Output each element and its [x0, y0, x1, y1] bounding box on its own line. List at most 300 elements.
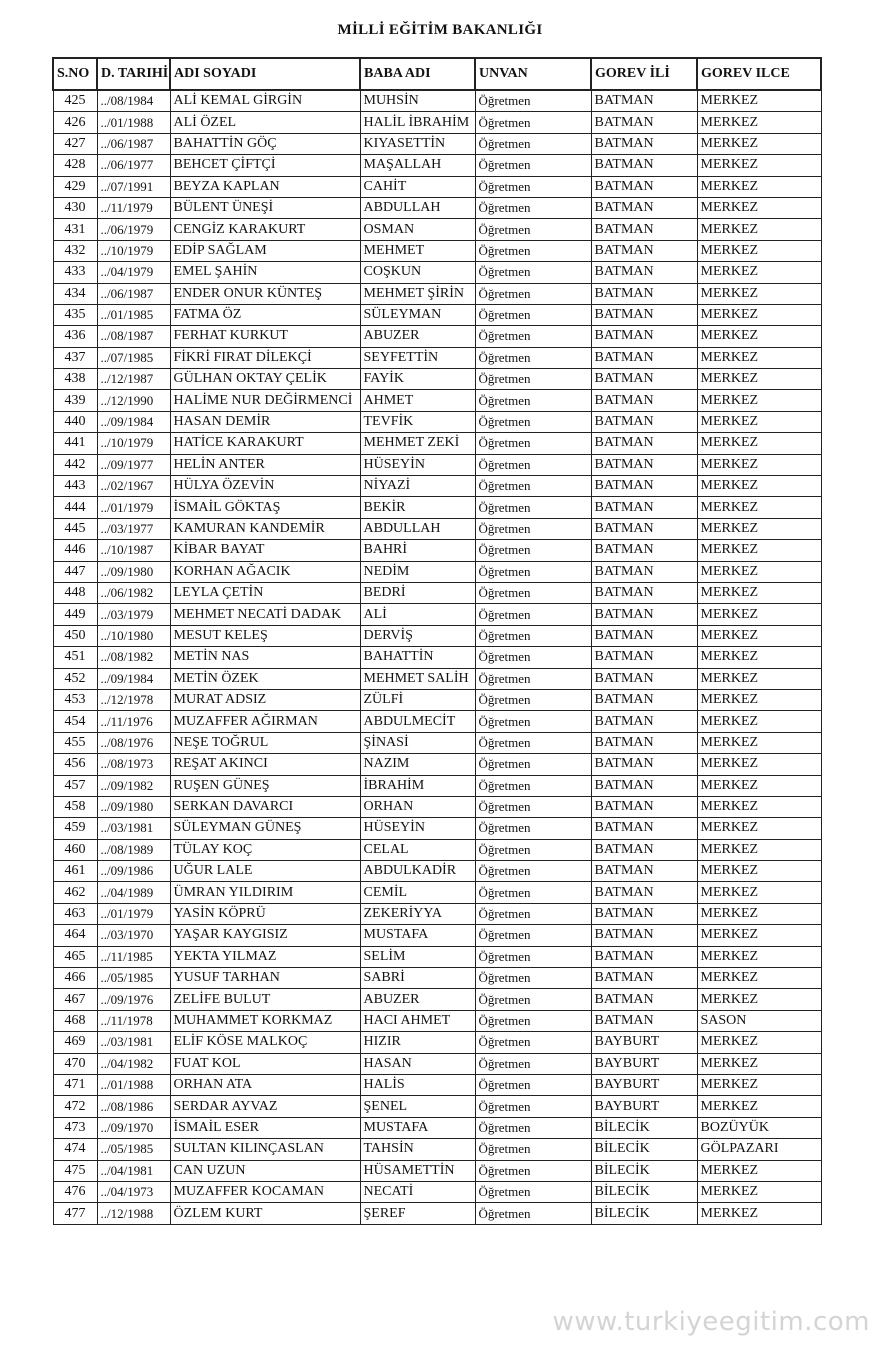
table-row: [53, 1032, 821, 1053]
cell-sno: 438: [53, 369, 97, 390]
cell-father-name: SÜLEYMAN: [360, 304, 475, 325]
cell-sno: 453: [53, 689, 97, 710]
cell-sno: 449: [53, 604, 97, 625]
cell-province: BATMAN: [591, 582, 697, 603]
cell-full-name: BÜLENT ÜNEŞİ: [170, 197, 360, 218]
cell-birth-date: ../06/1987: [97, 283, 170, 304]
cell-birth-date: ../04/1979: [97, 262, 170, 283]
column-header-birth-date: D. TARIHİ: [97, 58, 170, 90]
cell-sno: 455: [53, 732, 97, 753]
cell-father-name: AHMET: [360, 390, 475, 411]
cell-district: MERKEZ: [697, 369, 821, 390]
cell-father-name: TEVFİK: [360, 411, 475, 432]
cell-full-name: YASİN KÖPRÜ: [170, 903, 360, 924]
table-row: [53, 1203, 821, 1224]
cell-province: BATMAN: [591, 946, 697, 967]
cell-birth-date: ../09/1980: [97, 561, 170, 582]
cell-father-name: CELAL: [360, 839, 475, 860]
cell-title: Öğretmen: [475, 1074, 591, 1095]
cell-province: BATMAN: [591, 540, 697, 561]
cell-sno: 466: [53, 968, 97, 989]
cell-full-name: MUZAFFER AĞIRMAN: [170, 711, 360, 732]
cell-district: MERKEZ: [697, 561, 821, 582]
cell-father-name: HASAN: [360, 1053, 475, 1074]
cell-title: Öğretmen: [475, 668, 591, 689]
table-row: [53, 1181, 821, 1202]
table-row: [53, 925, 821, 946]
cell-birth-date: ../11/1978: [97, 1010, 170, 1031]
table-row: [53, 240, 821, 261]
cell-district: MERKEZ: [697, 283, 821, 304]
cell-birth-date: ../03/1977: [97, 518, 170, 539]
cell-province: BATMAN: [591, 411, 697, 432]
cell-title: Öğretmen: [475, 689, 591, 710]
table-row: [53, 882, 821, 903]
cell-title: Öğretmen: [475, 989, 591, 1010]
cell-district: MERKEZ: [697, 411, 821, 432]
cell-province: BİLECİK: [591, 1160, 697, 1181]
cell-title: Öğretmen: [475, 133, 591, 154]
cell-title: Öğretmen: [475, 1203, 591, 1224]
table-row: [53, 454, 821, 475]
cell-full-name: HATİCE KARAKURT: [170, 433, 360, 454]
cell-province: BATMAN: [591, 989, 697, 1010]
cell-district: MERKEZ: [697, 818, 821, 839]
cell-father-name: HÜSEYİN: [360, 818, 475, 839]
cell-province: BATMAN: [591, 925, 697, 946]
cell-title: Öğretmen: [475, 155, 591, 176]
cell-birth-date: ../12/1990: [97, 390, 170, 411]
cell-province: BATMAN: [591, 625, 697, 646]
cell-province: BATMAN: [591, 497, 697, 518]
cell-full-name: SULTAN KILINÇASLAN: [170, 1139, 360, 1160]
column-header-father-name: BABA ADI: [360, 58, 475, 90]
cell-birth-date: ../01/1988: [97, 112, 170, 133]
cell-father-name: BEDRİ: [360, 582, 475, 603]
cell-province: BATMAN: [591, 112, 697, 133]
cell-title: Öğretmen: [475, 369, 591, 390]
cell-father-name: CAHİT: [360, 176, 475, 197]
cell-father-name: CEMİL: [360, 882, 475, 903]
cell-full-name: HASAN DEMİR: [170, 411, 360, 432]
cell-full-name: REŞAT AKINCI: [170, 754, 360, 775]
cell-district: MERKEZ: [697, 304, 821, 325]
table-row: [53, 732, 821, 753]
cell-province: BATMAN: [591, 326, 697, 347]
cell-district: MERKEZ: [697, 711, 821, 732]
cell-sno: 469: [53, 1032, 97, 1053]
cell-province: BATMAN: [591, 476, 697, 497]
table-row: [53, 219, 821, 240]
cell-title: Öğretmen: [475, 861, 591, 882]
table-row: [53, 818, 821, 839]
cell-father-name: MEHMET: [360, 240, 475, 261]
table-row: [53, 155, 821, 176]
cell-district: MERKEZ: [697, 946, 821, 967]
column-header-district: GOREV ILCE: [697, 58, 821, 90]
cell-title: Öğretmen: [475, 476, 591, 497]
table-row: [53, 518, 821, 539]
cell-full-name: KİBAR BAYAT: [170, 540, 360, 561]
table-row: [53, 1139, 821, 1160]
cell-birth-date: ../01/1979: [97, 497, 170, 518]
cell-sno: 477: [53, 1203, 97, 1224]
table-row: [53, 133, 821, 154]
table-row: [53, 1074, 821, 1095]
cell-sno: 464: [53, 925, 97, 946]
cell-sno: 460: [53, 839, 97, 860]
cell-full-name: UĞUR LALE: [170, 861, 360, 882]
table-row: [53, 754, 821, 775]
cell-full-name: HALİME NUR DEĞİRMENCİ: [170, 390, 360, 411]
cell-sno: 442: [53, 454, 97, 475]
cell-full-name: KAMURAN KANDEMİR: [170, 518, 360, 539]
cell-province: BATMAN: [591, 433, 697, 454]
cell-birth-date: ../09/1976: [97, 989, 170, 1010]
cell-district: MERKEZ: [697, 540, 821, 561]
cell-father-name: HALİS: [360, 1074, 475, 1095]
cell-title: Öğretmen: [475, 1010, 591, 1031]
cell-father-name: MAŞALLAH: [360, 155, 475, 176]
table-row: [53, 476, 821, 497]
cell-father-name: DERVİŞ: [360, 625, 475, 646]
column-header-province: GOREV İLİ: [591, 58, 697, 90]
table-row: [53, 347, 821, 368]
cell-title: Öğretmen: [475, 561, 591, 582]
cell-title: Öğretmen: [475, 540, 591, 561]
cell-sno: 452: [53, 668, 97, 689]
cell-father-name: NİYAZİ: [360, 476, 475, 497]
cell-province: BATMAN: [591, 903, 697, 924]
cell-province: BATMAN: [591, 818, 697, 839]
cell-province: BİLECİK: [591, 1203, 697, 1224]
cell-father-name: BAHATTİN: [360, 647, 475, 668]
table-row: [53, 946, 821, 967]
cell-district: MERKEZ: [697, 625, 821, 646]
cell-full-name: ENDER ONUR KÜNTEŞ: [170, 283, 360, 304]
cell-title: Öğretmen: [475, 582, 591, 603]
cell-sno: 434: [53, 283, 97, 304]
cell-father-name: MEHMET SALİH: [360, 668, 475, 689]
cell-title: Öğretmen: [475, 90, 591, 112]
cell-father-name: KIYASETTİN: [360, 133, 475, 154]
cell-district: MERKEZ: [697, 90, 821, 112]
cell-province: BATMAN: [591, 90, 697, 112]
cell-province: BATMAN: [591, 176, 697, 197]
cell-title: Öğretmen: [475, 647, 591, 668]
cell-full-name: BEHCET ÇİFTÇİ: [170, 155, 360, 176]
cell-title: Öğretmen: [475, 390, 591, 411]
cell-province: BATMAN: [591, 732, 697, 753]
cell-full-name: SERDAR AYVAZ: [170, 1096, 360, 1117]
cell-father-name: HACI AHMET: [360, 1010, 475, 1031]
cell-birth-date: ../09/1984: [97, 668, 170, 689]
cell-province: BATMAN: [591, 647, 697, 668]
cell-father-name: NECATİ: [360, 1181, 475, 1202]
column-header-full-name: ADI SOYADI: [170, 58, 360, 90]
cell-province: BATMAN: [591, 796, 697, 817]
cell-father-name: ABUZER: [360, 326, 475, 347]
cell-birth-date: ../02/1967: [97, 476, 170, 497]
cell-sno: 475: [53, 1160, 97, 1181]
cell-full-name: FATMA ÖZ: [170, 304, 360, 325]
cell-sno: 467: [53, 989, 97, 1010]
cell-full-name: YUSUF TARHAN: [170, 968, 360, 989]
cell-title: Öğretmen: [475, 882, 591, 903]
cell-birth-date: ../09/1986: [97, 861, 170, 882]
table-row: [53, 112, 821, 133]
cell-title: Öğretmen: [475, 197, 591, 218]
cell-title: Öğretmen: [475, 839, 591, 860]
cell-title: Öğretmen: [475, 1139, 591, 1160]
cell-birth-date: ../09/1980: [97, 796, 170, 817]
cell-province: BATMAN: [591, 711, 697, 732]
cell-full-name: EDİP SAĞLAM: [170, 240, 360, 261]
cell-district: MERKEZ: [697, 390, 821, 411]
cell-birth-date: ../10/1980: [97, 625, 170, 646]
cell-title: Öğretmen: [475, 903, 591, 924]
cell-title: Öğretmen: [475, 262, 591, 283]
cell-sno: 462: [53, 882, 97, 903]
cell-title: Öğretmen: [475, 304, 591, 325]
cell-father-name: SABRİ: [360, 968, 475, 989]
cell-sno: 433: [53, 262, 97, 283]
table-row: [53, 304, 821, 325]
cell-full-name: CENGİZ KARAKURT: [170, 219, 360, 240]
cell-district: MERKEZ: [697, 775, 821, 796]
cell-full-name: FERHAT KURKUT: [170, 326, 360, 347]
cell-birth-date: ../08/1989: [97, 839, 170, 860]
cell-province: BATMAN: [591, 155, 697, 176]
cell-title: Öğretmen: [475, 1053, 591, 1074]
table-row: [53, 1053, 821, 1074]
cell-title: Öğretmen: [475, 326, 591, 347]
cell-sno: 463: [53, 903, 97, 924]
cell-district: MERKEZ: [697, 497, 821, 518]
cell-father-name: ABDULLAH: [360, 518, 475, 539]
cell-district: MERKEZ: [697, 1181, 821, 1202]
cell-sno: 471: [53, 1074, 97, 1095]
cell-district: MERKEZ: [697, 925, 821, 946]
cell-district: MERKEZ: [697, 176, 821, 197]
cell-district: BOZÜYÜK: [697, 1117, 821, 1138]
cell-district: MERKEZ: [697, 839, 821, 860]
cell-father-name: İBRAHİM: [360, 775, 475, 796]
cell-province: BATMAN: [591, 133, 697, 154]
cell-full-name: EMEL ŞAHİN: [170, 262, 360, 283]
cell-province: BAYBURT: [591, 1096, 697, 1117]
cell-father-name: MEHMET ŞİRİN: [360, 283, 475, 304]
cell-full-name: MESUT KELEŞ: [170, 625, 360, 646]
cell-district: MERKEZ: [697, 219, 821, 240]
cell-title: Öğretmen: [475, 347, 591, 368]
cell-full-name: BAHATTİN GÖÇ: [170, 133, 360, 154]
cell-father-name: MEHMET ZEKİ: [360, 433, 475, 454]
cell-birth-date: ../10/1979: [97, 433, 170, 454]
cell-birth-date: ../01/1979: [97, 903, 170, 924]
cell-sno: 476: [53, 1181, 97, 1202]
cell-sno: 470: [53, 1053, 97, 1074]
cell-full-name: RUŞEN GÜNEŞ: [170, 775, 360, 796]
cell-sno: 473: [53, 1117, 97, 1138]
cell-province: BAYBURT: [591, 1032, 697, 1053]
cell-full-name: ÖZLEM KURT: [170, 1203, 360, 1224]
cell-father-name: ŞİNASİ: [360, 732, 475, 753]
table-row: [53, 989, 821, 1010]
cell-sno: 461: [53, 861, 97, 882]
cell-district: MERKEZ: [697, 582, 821, 603]
cell-province: BATMAN: [591, 1010, 697, 1031]
cell-district: MERKEZ: [697, 1074, 821, 1095]
cell-sno: 472: [53, 1096, 97, 1117]
cell-title: Öğretmen: [475, 1032, 591, 1053]
cell-title: Öğretmen: [475, 604, 591, 625]
table-row: [53, 369, 821, 390]
cell-full-name: YEKTA YILMAZ: [170, 946, 360, 967]
table-row: [53, 668, 821, 689]
cell-title: Öğretmen: [475, 946, 591, 967]
cell-birth-date: ../09/1984: [97, 411, 170, 432]
cell-district: MERKEZ: [697, 689, 821, 710]
table-row: [53, 390, 821, 411]
column-header-sno: S.NO: [53, 58, 97, 90]
cell-sno: 457: [53, 775, 97, 796]
cell-sno: 425: [53, 90, 97, 112]
cell-father-name: HIZIR: [360, 1032, 475, 1053]
table-row: [53, 968, 821, 989]
cell-full-name: İSMAİL GÖKTAŞ: [170, 497, 360, 518]
cell-birth-date: ../09/1977: [97, 454, 170, 475]
cell-full-name: BEYZA KAPLAN: [170, 176, 360, 197]
cell-district: MERKEZ: [697, 861, 821, 882]
cell-father-name: HÜSEYİN: [360, 454, 475, 475]
cell-district: MERKEZ: [697, 133, 821, 154]
cell-full-name: ÜMRAN YILDIRIM: [170, 882, 360, 903]
table-row: [53, 176, 821, 197]
cell-birth-date: ../01/1985: [97, 304, 170, 325]
column-header-title: UNVAN: [475, 58, 591, 90]
cell-birth-date: ../09/1970: [97, 1117, 170, 1138]
cell-district: MERKEZ: [697, 668, 821, 689]
cell-sno: 448: [53, 582, 97, 603]
table-row: [53, 647, 821, 668]
cell-district: MERKEZ: [697, 604, 821, 625]
cell-district: MERKEZ: [697, 454, 821, 475]
table-row: [53, 1096, 821, 1117]
cell-sno: 445: [53, 518, 97, 539]
cell-full-name: FİKRİ FIRAT DİLEKÇİ: [170, 347, 360, 368]
cell-birth-date: ../06/1977: [97, 155, 170, 176]
cell-sno: 428: [53, 155, 97, 176]
cell-district: MERKEZ: [697, 476, 821, 497]
table-row: [53, 1160, 821, 1181]
cell-province: BATMAN: [591, 240, 697, 261]
cell-province: BATMAN: [591, 604, 697, 625]
cell-province: BİLECİK: [591, 1181, 697, 1202]
cell-sno: 439: [53, 390, 97, 411]
table-body: [53, 90, 821, 1224]
cell-province: BATMAN: [591, 968, 697, 989]
cell-district: MERKEZ: [697, 112, 821, 133]
cell-full-name: MURAT ADSIZ: [170, 689, 360, 710]
cell-title: Öğretmen: [475, 1181, 591, 1202]
cell-title: Öğretmen: [475, 112, 591, 133]
cell-title: Öğretmen: [475, 1160, 591, 1181]
cell-district: MERKEZ: [697, 882, 821, 903]
cell-district: MERKEZ: [697, 197, 821, 218]
cell-father-name: ZEKERİYYA: [360, 903, 475, 924]
cell-birth-date: ../03/1979: [97, 604, 170, 625]
cell-title: Öğretmen: [475, 176, 591, 197]
cell-sno: 444: [53, 497, 97, 518]
cell-district: MERKEZ: [697, 347, 821, 368]
cell-birth-date: ../04/1989: [97, 882, 170, 903]
table-row: [53, 262, 821, 283]
table-header-row: [53, 58, 821, 90]
cell-sno: 430: [53, 197, 97, 218]
page-title: MİLLİ EĞİTİM BAKANLIĞI: [337, 22, 543, 38]
cell-province: BATMAN: [591, 283, 697, 304]
site-watermark: www.turkiyeegitim.com: [552, 1307, 870, 1337]
cell-birth-date: ../04/1982: [97, 1053, 170, 1074]
cell-birth-date: ../03/1981: [97, 818, 170, 839]
cell-district: GÖLPAZARI: [697, 1139, 821, 1160]
cell-birth-date: ../12/1978: [97, 689, 170, 710]
cell-birth-date: ../09/1982: [97, 775, 170, 796]
cell-title: Öğretmen: [475, 732, 591, 753]
cell-title: Öğretmen: [475, 711, 591, 732]
cell-title: Öğretmen: [475, 1096, 591, 1117]
cell-full-name: METİN ÖZEK: [170, 668, 360, 689]
cell-title: Öğretmen: [475, 796, 591, 817]
table-row: [53, 775, 821, 796]
cell-province: BATMAN: [591, 754, 697, 775]
table-row: [53, 839, 821, 860]
cell-father-name: ABDULKADİR: [360, 861, 475, 882]
cell-full-name: TÜLAY KOÇ: [170, 839, 360, 860]
cell-birth-date: ../12/1987: [97, 369, 170, 390]
cell-sno: 432: [53, 240, 97, 261]
cell-title: Öğretmen: [475, 625, 591, 646]
cell-birth-date: ../04/1973: [97, 1181, 170, 1202]
table-row: [53, 1010, 821, 1031]
cell-title: Öğretmen: [475, 775, 591, 796]
table-row: [53, 625, 821, 646]
cell-title: Öğretmen: [475, 925, 591, 946]
cell-province: BATMAN: [591, 197, 697, 218]
cell-father-name: SELİM: [360, 946, 475, 967]
table-row: [53, 283, 821, 304]
cell-province: BAYBURT: [591, 1074, 697, 1095]
cell-full-name: MEHMET NECATİ DADAK: [170, 604, 360, 625]
cell-full-name: İSMAİL ESER: [170, 1117, 360, 1138]
cell-father-name: BAHRİ: [360, 540, 475, 561]
table-row: [53, 433, 821, 454]
cell-birth-date: ../08/1973: [97, 754, 170, 775]
cell-father-name: HÜSAMETTİN: [360, 1160, 475, 1181]
table-row: [53, 497, 821, 518]
table-row: [53, 689, 821, 710]
cell-district: SASON: [697, 1010, 821, 1031]
cell-district: MERKEZ: [697, 1053, 821, 1074]
cell-full-name: SÜLEYMAN GÜNEŞ: [170, 818, 360, 839]
cell-full-name: ALİ ÖZEL: [170, 112, 360, 133]
cell-district: MERKEZ: [697, 155, 821, 176]
cell-district: MERKEZ: [697, 1203, 821, 1224]
cell-province: BATMAN: [591, 262, 697, 283]
cell-birth-date: ../03/1981: [97, 1032, 170, 1053]
cell-title: Öğretmen: [475, 968, 591, 989]
